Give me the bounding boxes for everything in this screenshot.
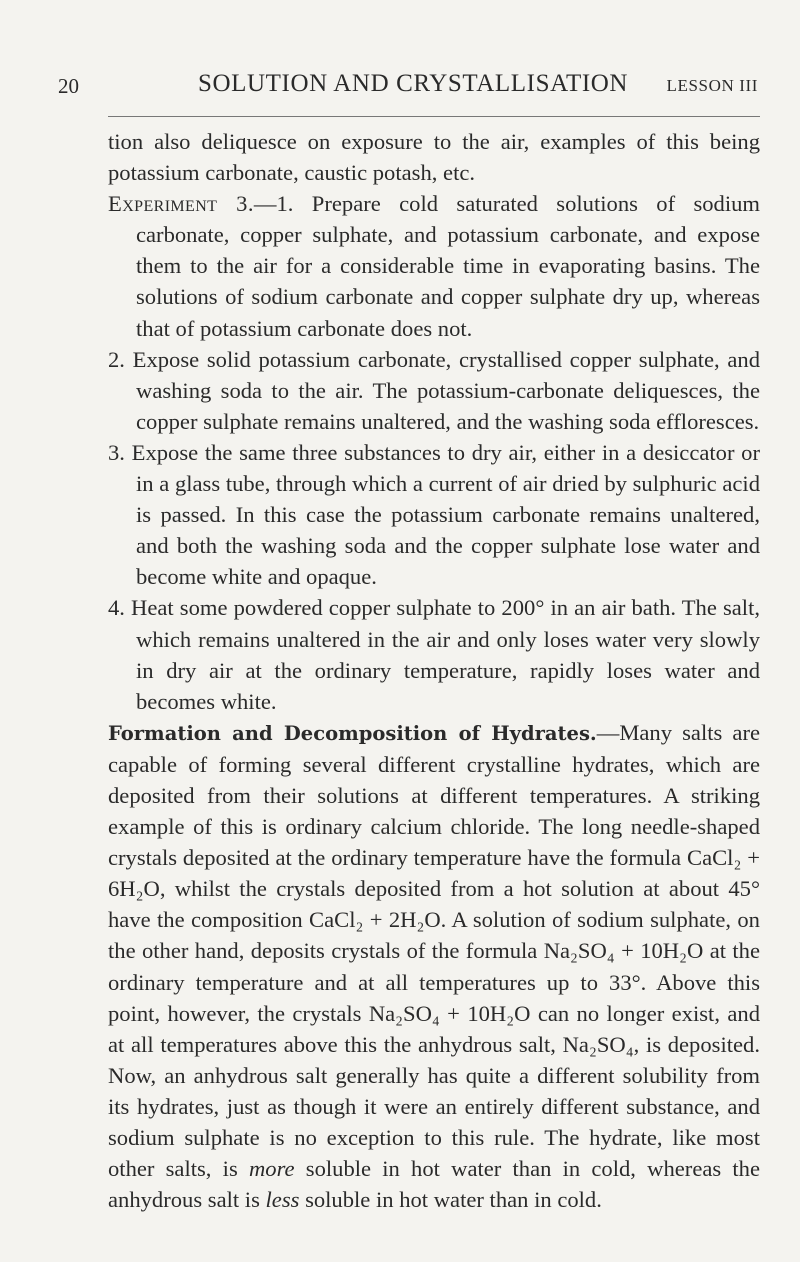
emphasis: less (265, 1187, 300, 1213)
text-run: at the ordinary temperature and at all temperatures up to 33°. Above this point, however, the crystals (108, 938, 760, 1026)
page-body (108, 126, 760, 1215)
experiment-item-2: 2. Expose solid potassium carbonate, crystallised copper sulphate, and washing soda to the air. The potassium-carbonate deliquesces, the copper sulphate remains unaltered, and the washing soda effloresces. (108, 346, 760, 434)
experiment-item-1-text: —1. Prepare cold saturated solutions of sodium carbonate, copper sulphate, and potassium carbonate, and expose them to the air for a considerable time in evaporating basins. The solutions of sodium carbonate and copper sulphate dry up, whereas that of potassium carbonate does not. (136, 191, 760, 341)
lesson-label: LESSON III (666, 76, 758, 95)
formula: CaCl₂ + 2H₂O (309, 907, 441, 933)
experiment-label: Experiment 3. (108, 191, 254, 217)
experiment-item-3: 3. Expose the same three substances to dry air, either in a desiccator or in a glass tube, through which a current of air dried by sulphuric acid is passed. In this case the potassium carbonate remains unaltered, and both the washing soda and the copper sulphate lose water and become white and opaque. (108, 439, 760, 590)
running-header (0, 70, 800, 106)
text-run: soluble in hot water than in cold. (299, 1187, 602, 1213)
formula: Na₂SO₄ + 10H₂O (368, 1000, 531, 1026)
experiment-item-1 (108, 188, 760, 343)
page-number: 20 (58, 74, 79, 98)
section-heading: Formation and Decomposition of Hydrates. (108, 721, 597, 745)
text-run: , whilst the crystals deposited from a hot solution at about 45° have the composition (108, 876, 760, 933)
text-run: , is deposited. Now, an anhydrous salt generally has quite a different solubility from its hydrates, just as though it were an entirely different substance, and sodium sulphate is no exception to this rule. The hydrate, like most other salts, is (108, 1031, 760, 1182)
text-run: —Many salts are capable of forming several different crystalline hydrates, which are deposited from their solutions at different temperatures. A striking example of this is ordinary calcium chloride. The long needle-shaped crystals deposited at the ordinary temperature have the formula (108, 719, 760, 871)
text-run: can no longer exist, and at all temperatures above this the anhydrous salt, (108, 1000, 760, 1057)
paragraph-continuation: tion also deliquesce on exposure to the air, examples of this being potassium carbonate, caustic potash, etc. (108, 129, 760, 186)
running-title: SOLUTION AND CRYSTALLISATION (198, 70, 629, 97)
experiment-item-4: 4. Heat some powdered copper sulphate to 200° in an air bath. The salt, which remains unaltered in the air and only loses water very slowly in dry air at the ordinary temperature, rapidly loses water and becomes white. (108, 595, 760, 714)
text-run: soluble in hot water than in cold, whereas the anhydrous salt is (108, 1156, 760, 1213)
header-rule (108, 116, 760, 117)
hydrates-paragraph (108, 717, 760, 1216)
formula: Na₂SO₄ + 10H₂O (543, 938, 704, 964)
emphasis: more (248, 1156, 295, 1182)
text-run: . A solution of sodium sulphate, on the other hand, deposits crystals of the formula (108, 907, 760, 964)
formula: CaCl₂ + 6H₂O (108, 845, 760, 902)
formula: Na₂SO₄ (562, 1031, 634, 1057)
